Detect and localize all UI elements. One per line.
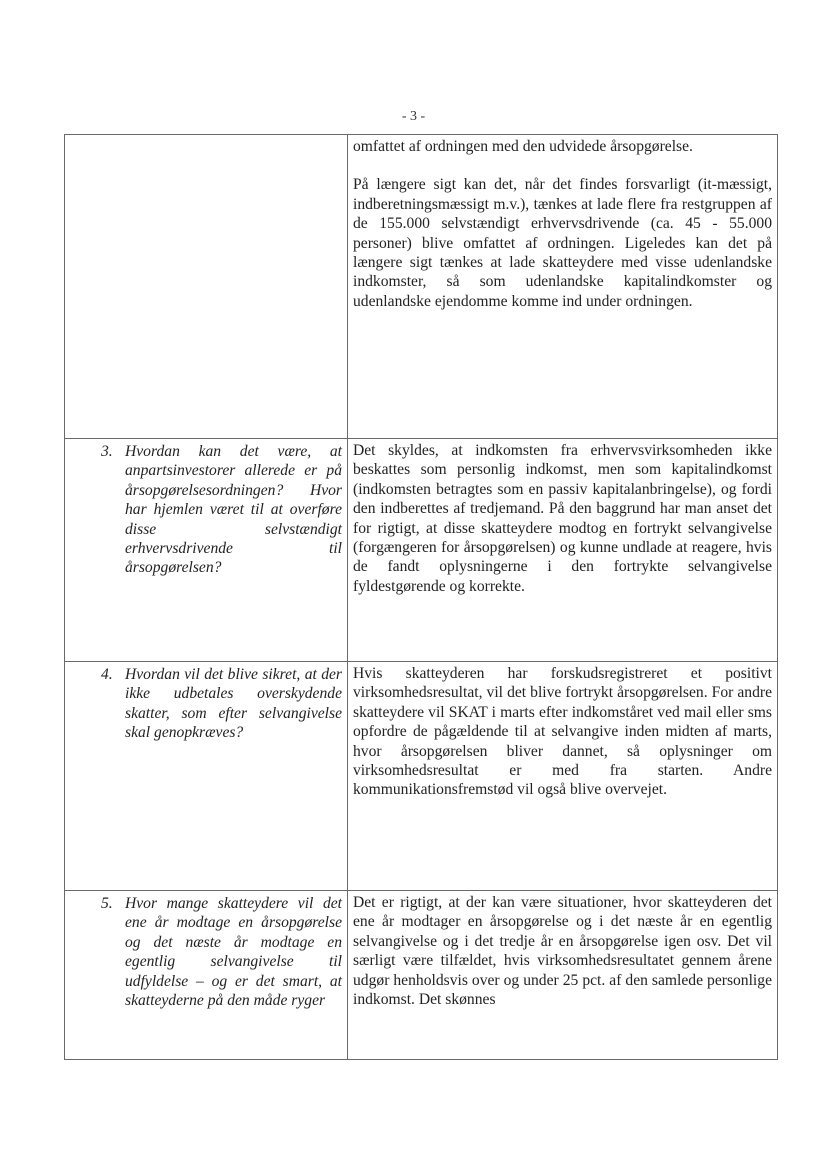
question-number: 3. xyxy=(101,443,113,460)
answer-paragraph: Det skyldes, at indkomsten fra erhvervsvirksomheden ikke beskattes som personlig indkomst, men som kapitalindkomst (indkomsten betragtes som en passiv kapitalanbringelse), og fordi den indberettes af tredjemand. På den baggrund har man anset det for rigtigt, at disse skatteydere modtog en fortrykt selvangivelse (forgængeren for årsopgørelsen) og kunne undlade at reagere, hvis de fandt oplysningerne i den fortrykte selvangivelse fyldestgørende og korrekte. xyxy=(353,442,772,595)
question-text: Hvordan kan det være, at anpartsinvestorer allerede er på årsopgørelsesordningen? Hvor har hjemlen været til at overføre disse selvstændigt erhvervsdrivende til årsopgørelsen? xyxy=(125,443,342,577)
qa-table xyxy=(64,134,778,1060)
answer-cell xyxy=(348,662,778,891)
question-text: Hvordan vil det blive sikret, at der ikke udbetales overskydende skatter, som efter selvangivelse skal genopkræves? xyxy=(125,666,342,742)
table-row xyxy=(65,439,778,662)
answer-cell xyxy=(348,135,778,439)
answer-cell xyxy=(348,439,778,662)
question-cell xyxy=(65,662,348,891)
answer-paragraph: Hvis skatteyderen har forskudsregistreret et positivt virksomhedsresultat, vil det blive fortrykt årsopgørelsen. For andre skatteydere vil SKAT i marts efter indkomståret ved mail eller sms opfordre de pågældende til at selvangive inden midten af marts, hvor årsopgørelsen bliver dannet, så oplysninger om virksomhedsresultat er med fra starten. Andre kommunikationsfremstød vil også blive overvejet. xyxy=(353,665,772,799)
answer-paragraph: Det er rigtigt, at der kan være situationer, hvor skatteyderen det ene år modtager en årsopgørelse og i det næste år en egentlig selvangivelse og i det tredje år en årsopgørelse igen osv. Det vil særligt være tilfældet, hvis virksomhedsresultatet gennem årene udgør henholdsvis over og under 25 pct. af den samlede personlige indkomst. Det skønnes xyxy=(353,894,772,1009)
table-row xyxy=(65,135,778,439)
answer-paragraph: På længere sigt kan det, når det findes forsvarligt (it-mæssigt, indberetningsmæssigt m.v.), tænkes at lade flere fra restgruppen af de 155.000 selvstændigt erhvervsdrivende (ca. 45 - 55.000 personer) blive omfattet af ordningen. Ligeledes kan det på længere sigt tænkes at lade skatteydere med visse udenlandske indkomster, så som udenlandske kapitalindkomster og udenlandske ejendomme komme ind under ordningen. xyxy=(353,176,772,310)
question-cell xyxy=(65,135,348,439)
question-number: 5. xyxy=(101,895,113,912)
answer-cell xyxy=(348,891,778,1060)
question-cell xyxy=(65,439,348,662)
question-text: Hvor mange skatteydere vil det ene år modtage en årsopgørelse og det næste år modtage en egentlig selvangivelse til udfyldelse – og er det smart, at skatteyderne på den måde ryger xyxy=(125,895,342,1010)
question-number: 4. xyxy=(101,666,113,683)
question-cell xyxy=(65,891,348,1060)
table-row xyxy=(65,891,778,1060)
page-number: - 3 - xyxy=(401,109,426,124)
table-row xyxy=(65,662,778,891)
answer-paragraph: omfattet af ordningen med den udvidede årsopgørelse. xyxy=(353,138,693,155)
